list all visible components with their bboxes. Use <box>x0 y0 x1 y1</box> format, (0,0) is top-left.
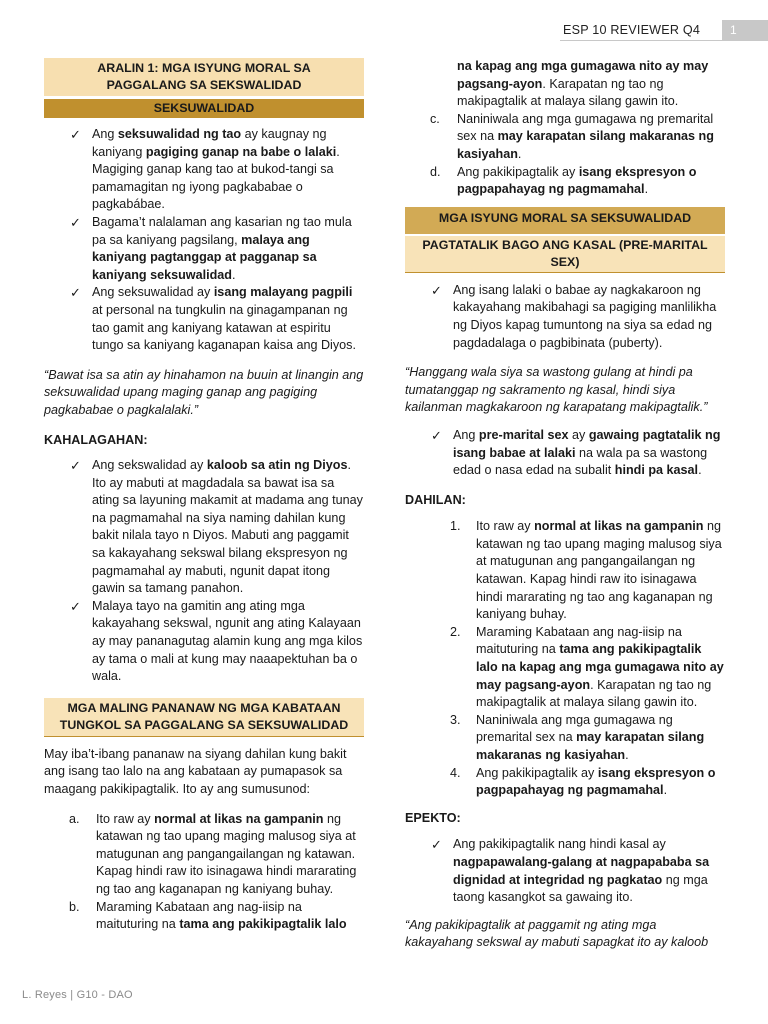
left-column <box>44 58 364 934</box>
checkmark-icon: ✓ <box>70 458 81 474</box>
checkmark-icon: ✓ <box>70 214 81 230</box>
quote-text: “Ang pakikipagtalik at paggamit ng ating mga kakayahang sekswal ay mabuti sapagkat ito ay kaloob <box>405 917 709 950</box>
list-item: 2. Maraming Kabataan ang nag-iisip na maituturing na tama ang pakikipagtalik lalo na kapag ang mga gumagawa nito ay may pagsang-ayon. Karapatan ng tao ng makipagtalik at malaya silang gawin ito. <box>450 624 724 710</box>
header-title: ESP 10 REVIEWER Q4 <box>563 23 701 37</box>
right-column <box>405 58 725 952</box>
checkmark-icon: ✓ <box>431 837 442 853</box>
checkmark-icon: ✓ <box>70 598 81 614</box>
checkmark-icon: ✓ <box>431 282 442 298</box>
checkmark-icon: ✓ <box>431 427 442 443</box>
bullet-item: ✓ Ang isang lalaki o babae ay nagkakaroon ng kakayahang makibahagi sa pagiging manlilikha ng Diyos kapag tumuntong na siya sa edad ng pagdadalaga o pagbibinata (puberty). <box>431 282 717 350</box>
heading-dahilan: DAHILAN: <box>405 492 466 507</box>
intro-paragraph: May iba’t-ibang pananaw na siyang dahilan kung bakit ang isang tao lalo na ang kabataan ay pumapasok sa maagang pakikipagtalik. Ito ay ang sumusunod: <box>44 746 347 796</box>
bullet-item: ✓ Bagama’t nalalaman ang kasarian ng tao mula pa sa kaniyang pagsilang, malaya ang kaniyang pagtanggap at pagganap sa kaniyang seksuwalidad. <box>70 214 352 282</box>
list-item: d. Ang pakikipagtalik ay isang ekspresyon o pagpapahayag ng pagmamahal. <box>430 164 697 197</box>
bullet-item: ✓ Ang pre-marital sex ay gawaing pagtatalik ng isang babae at lalaki na wala pa sa wastong edad o nasa edad na subalit hindi pa kasal. <box>431 427 721 478</box>
section-banner-isyung-moral: MGA ISYUNG MORAL SA SEKSUWALIDAD <box>405 207 725 234</box>
footer-author: L. Reyes | G10 - DAO <box>22 989 133 1001</box>
bullet-item: ✓ Ang sekswalidad ay kaloob sa atin ng Diyos. Ito ay mabuti at magdadala sa bawat isa sa ating sa layuning makamit at madama ang tunay na pagmamahal na siya naming dahilan kung bakit nilala tayo n Diyos. Mabuti ang paggamit sa kakayahang sekswal bilang ekspresyon ng pagmamahal ay mabuti, ngunit dapat itong gawin sa tamang panahon. <box>70 458 363 596</box>
subsection-banner-premarital: PAGTATALIK BAGO ANG KASAL (PRE-MARITAL SEX) <box>405 236 725 273</box>
list-item: 1. Ito raw ay normal at likas na gampanin ng katawan ng tao upang maging malusog siya at matugunan ang pangangailangan ng katawan. Kapag hindi raw ito isinagawa hindi mararating ng tao ang kaganapan ng kaniyang buhay. <box>450 519 722 622</box>
list-item: c. Naniniwala ang mga gumagawa ng premarital sex na may karapatan silang makaranas ng kasiyahan. <box>430 111 714 161</box>
list-item: 4. Ang pakikipagtalik ay isang ekspresyon o pagpapahayag ng pagmamahal. <box>450 765 716 798</box>
lesson-title-banner: ARALIN 1: MGA ISYUNG MORAL SA PAGGALANG SA SEKSWALIDAD <box>44 58 364 96</box>
bullet-item: ✓ Ang seksuwalidad ay isang malayang pagpili at personal na tungkulin na ginagampanan ng tao gamit ang kaniyang katawan at espiritu tungo sa kaniyang kaganapan kaisa ang Diyos. <box>70 285 356 353</box>
header-divider <box>560 40 768 41</box>
bullet-item: ✓ Malaya tayo na gamitin ang ating mga kakayahang sekswal, ngunit ang ating Kalayaan ay may pananagutag alamin kung ang mga kilos ay tama o mali at kung may naaapektuhan ba o wala. <box>70 598 363 684</box>
heading-epekto: EPEKTO: <box>405 810 461 825</box>
checkmark-icon: ✓ <box>70 285 81 301</box>
list-item: a. Ito raw ay normal at likas na gampanin ng katawan ng tao upang maging malusog siya at matugunan ang pangangailangan ng katawan. Kapag hindi raw ito isinagawa hindi mararating ng tao ang kaganapan ng kaniyang buhay. <box>69 811 357 896</box>
bullet-item: ✓ Ang pakikipagtalik nang hindi kasal ay nagpapawalang-galang at nagpapababa sa dignidad at integridad ng pagkatao ng mga taong kasangkot sa gawaing ito. <box>431 837 710 905</box>
bullet-item: ✓ Ang seksuwalidad ng tao ay kaugnay ng kaniyang pagiging ganap na babe o lalaki. Magiging ganap kang tao at bukod-tangi sa pamamagitan ng iyong pagkababae o pagkabábae. <box>70 127 340 212</box>
quote-text: “Hanggang wala siya sa wastong gulang at hindi pa tumatanggap ng sakramento ng kasal, hindi siya kailanman magkakaroon ng karapatang makipagtalik.” <box>405 365 708 415</box>
section-banner-seksuwalidad: SEKSUWALIDAD <box>44 99 364 118</box>
quote-text: “Bawat isa sa atin ay hinahamon na buuin at linangin ang seksuwalidad upang maging ganap ang pagiging pagkababae o pagkalalaki.” <box>44 367 364 417</box>
checkmark-icon: ✓ <box>70 127 81 142</box>
list-item: b. Maraming Kabataan ang nag-iisip na maituturing na tama ang pakikipagtalik lalo <box>69 899 347 932</box>
heading-kahalagahan: KAHALAGAHAN: <box>44 432 148 447</box>
list-item-continued: na kapag ang mga gumagawa nito ay may pagsang-ayon. Karapatan ng tao ng makipagtalik at malaya silang gawin ito. <box>457 59 709 109</box>
list-item: 3. Naniniwala ang mga gumagawa ng premarital sex na may karapatan silang makaranas ng kasiyahan. <box>450 712 705 762</box>
page-number: 1 <box>722 20 768 40</box>
section-banner-maling-pananaw: MGA MALING PANANAW NG MGA KABATAAN TUNGKOL SA PAGGALANG SA SEKSUWALIDAD <box>44 698 364 737</box>
